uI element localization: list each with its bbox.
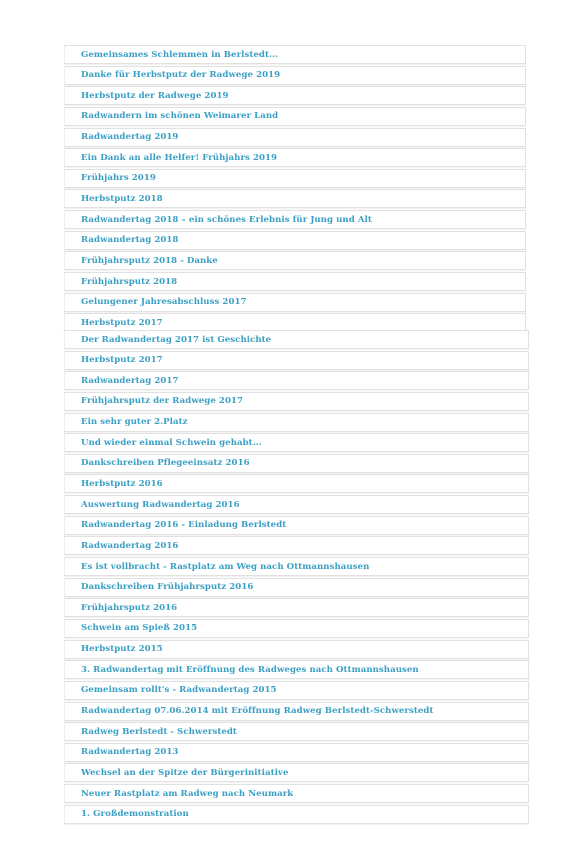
post-link[interactable]: Der Radwandertag 2017 ist Geschichte	[81, 334, 272, 345]
post-link[interactable]: Frühjahrsputz 2018 - Danke	[81, 255, 218, 266]
list-item	[64, 474, 529, 493]
list-item	[64, 189, 526, 208]
post-link[interactable]: Schwein am Spieß 2015	[81, 623, 198, 634]
list-item	[64, 231, 526, 250]
post-link[interactable]: Neuer Rastplatz am Radweg nach Neumark	[81, 788, 294, 799]
list-item	[64, 45, 526, 64]
post-link[interactable]: Radwandertag 2017	[81, 375, 179, 386]
post-link[interactable]: Dankschreiben Pflegeeinsatz 2016	[81, 458, 250, 469]
list-item	[64, 805, 529, 824]
list-item	[64, 784, 529, 803]
post-link[interactable]: Herbstputz 2015	[81, 644, 163, 655]
post-link[interactable]: Dankschreiben Frühjahrsputz 2016	[81, 582, 254, 593]
post-link[interactable]: Wechsel an der Spitze der Bürgerinitiative	[81, 767, 289, 778]
list-item	[64, 536, 529, 555]
post-link[interactable]: Frühjahrsputz 2016	[81, 602, 178, 613]
post-link[interactable]: Radwandertag 2018 – ein schönes Erlebnis für Jung und Alt	[81, 214, 372, 225]
list-item	[64, 722, 529, 741]
post-link[interactable]: Es ist vollbracht - Rastplatz am Weg nach Ottmannshausen	[81, 561, 370, 572]
list-item	[64, 251, 526, 270]
post-link[interactable]: Danke für Herbstputz der Radwege 2019	[81, 70, 281, 81]
post-link[interactable]: Radweg Berlstedt - Schwerstedt	[81, 726, 237, 737]
list-item	[64, 413, 529, 432]
post-link[interactable]: Herbstputz 2018	[81, 193, 163, 204]
list-item	[64, 578, 529, 597]
list-item	[64, 660, 529, 679]
list-item	[64, 743, 529, 762]
post-link[interactable]: Radwandertag 2016 - Einladung Berlstedt	[81, 520, 287, 531]
list-item	[64, 640, 529, 659]
list-item	[64, 702, 529, 721]
post-link[interactable]: Herbstputz 2016	[81, 478, 163, 489]
list-item	[64, 128, 526, 147]
post-link[interactable]: 1. Großdemonstration	[81, 809, 189, 820]
post-link[interactable]: Frühjahrs 2019	[81, 173, 156, 184]
post-link[interactable]: Ein sehr guter 2.Platz	[81, 417, 188, 428]
list-item	[64, 169, 526, 188]
list-item	[64, 330, 529, 349]
list-item	[64, 433, 529, 452]
post-link[interactable]: 3. Radwandertag mit Eröffnung des Radweges nach Ottmannshausen	[81, 664, 419, 675]
post-link[interactable]: Auswertung Radwandertag 2016	[81, 499, 240, 510]
post-list-upper	[64, 45, 526, 334]
post-link[interactable]: Herbstputz 2017	[81, 355, 163, 366]
post-link[interactable]: Herbstputz der Radwege 2019	[81, 90, 229, 101]
list-item	[64, 763, 529, 782]
list-item	[64, 351, 529, 370]
post-link[interactable]: Radwandertag 07.06.2014 mit Eröffnung Radweg Berlstedt-Schwerstedt	[81, 706, 434, 717]
post-link[interactable]: Frühjahrsputz der Radwege 2017	[81, 396, 244, 407]
list-item	[64, 148, 526, 167]
list-item	[64, 371, 529, 390]
list-item	[64, 86, 526, 105]
post-link[interactable]: Gemeinsames Schlemmen in Berlstedt...	[81, 49, 279, 60]
list-item	[64, 495, 529, 514]
post-link[interactable]: Radwandern im schönen Weimarer Land	[81, 111, 279, 122]
post-list-lower	[64, 330, 529, 825]
list-item	[64, 210, 526, 229]
post-link[interactable]: Radwandertag 2018	[81, 235, 179, 246]
list-item	[64, 681, 529, 700]
list-item	[64, 392, 529, 411]
list-item	[64, 557, 529, 576]
list-item	[64, 66, 526, 85]
post-link[interactable]: Radwandertag 2019	[81, 132, 179, 143]
post-link[interactable]: Gelungener Jahresabschluss 2017	[81, 297, 247, 308]
post-link[interactable]: Gemeinsam rollt's - Radwandertag 2015	[81, 685, 277, 696]
post-link[interactable]: Radwandertag 2013	[81, 747, 179, 758]
list-item	[64, 293, 526, 312]
post-link[interactable]: Ein Dank an alle Helfer! Frühjahrs 2019	[81, 152, 278, 163]
list-item	[64, 619, 529, 638]
list-item	[64, 272, 526, 291]
list-item	[64, 454, 529, 473]
post-link[interactable]: Herbstputz 2017	[81, 317, 163, 328]
list-item	[64, 598, 529, 617]
post-link[interactable]: Frühjahrsputz 2018	[81, 276, 178, 287]
post-link[interactable]: Radwandertag 2016	[81, 540, 179, 551]
list-item	[64, 107, 526, 126]
list-item	[64, 516, 529, 535]
post-link[interactable]: Und wieder einmal Schwein gehabt...	[81, 437, 262, 448]
